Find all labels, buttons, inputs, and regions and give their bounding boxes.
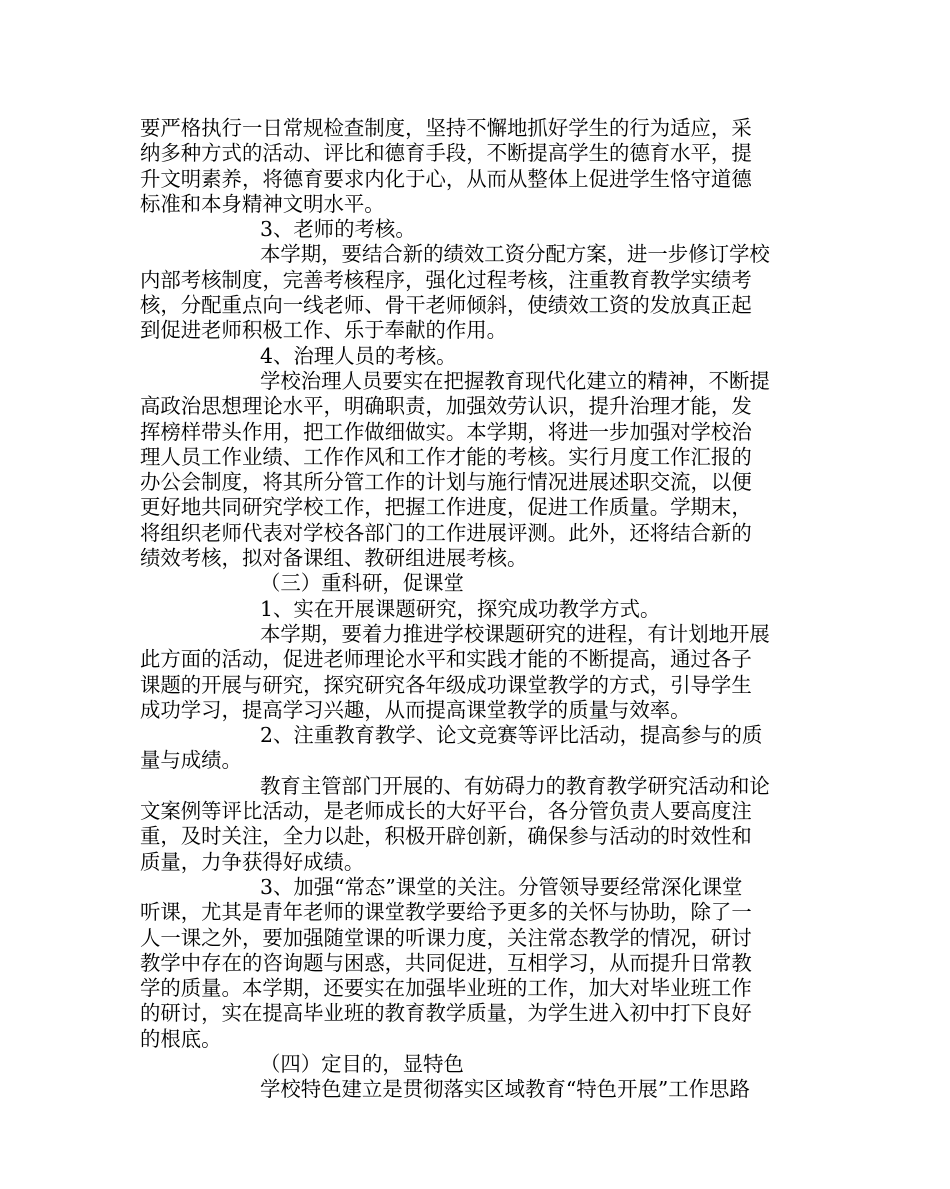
text-line: （三）重科研，促课堂: [260, 571, 464, 596]
text-line: 本学期，要结合新的绩效工资分配方案，进一步修订学校: [260, 242, 770, 267]
text-line: 挥榜样带头作用，把工作做细做实。本学期，将进一步加强对学校治: [140, 419, 752, 444]
text-line: 纳多种方式的活动、评比和德育手段，不断提高学生的德育水平，提: [140, 141, 752, 166]
text-line: 3、加强“常态”课堂的关注。分管领导要经常深化课堂: [260, 874, 743, 899]
text-line: 办公会制度，将其所分管工作的计划与施行情况进展述职交流，以便: [140, 470, 752, 495]
text-line: 的研讨，实在提高毕业班的教育教学质量，为学生进入初中打下良好: [140, 1001, 752, 1026]
text-line: 成功学习，提高学习兴趣，从而提高课堂教学的质量与效率。: [140, 697, 691, 722]
text-line: 课题的开展与研究，探究研究各年级成功课堂教学的方式，引导学生: [140, 672, 752, 697]
text-line: 高政治思想理论水平，明确职责，加强效劳认识，提升治理才能，发: [140, 394, 752, 419]
text-line: 听课，尤其是青年老师的课堂教学要给予更多的关怀与协助，除了一: [140, 900, 752, 925]
text-line: 理人员工作业绩、工作作风和工作才能的考核。实行月度工作汇报的: [140, 444, 752, 469]
text-line: 绩效考核，拟对备课组、教研组进展考核。: [140, 546, 528, 571]
text-line: 核，分配重点向一线老师、骨干老师倾斜，使绩效工资的发放真正起: [140, 293, 752, 318]
text-line: 教学中存在的咨询题与困惑，共同促进，互相学习，从而提升日常教: [140, 950, 752, 975]
text-line: 升文明素养，将德育要求内化于心，从而从整体上促进学生恪守道德: [140, 166, 752, 191]
body-text: [140, 116, 812, 1103]
text-line: 内部考核制度，完善考核程序，强化过程考核，注重教育教学实绩考: [140, 267, 752, 292]
text-line: 教育主管部门开展的、有妨碍力的教育教学研究活动和论: [260, 773, 770, 798]
text-line: 学校特色建立是贯彻落实区域教育“特色开展”工作思路: [260, 1077, 750, 1102]
text-line: 3、老师的考核。: [260, 217, 416, 242]
text-line: 4、治理人员的考核。: [260, 343, 457, 368]
text-line: 本学期，要着力推进学校课题研究的进程，有计划地开展: [260, 621, 770, 646]
text-line: 文案例等评比活动，是老师成长的大好平台，各分管负责人要高度注: [140, 799, 752, 824]
text-line: （四）定目的，显特色: [260, 1051, 464, 1076]
text-line: 质量，力争获得好成绩。: [140, 849, 365, 874]
text-line: 标准和本身精神文明水平。: [140, 191, 385, 216]
text-line: 2、注重教育教学、论文竞赛等评比活动，提高参与的质: [260, 723, 763, 748]
text-line: 的根底。: [140, 1026, 222, 1051]
text-line: 将组织老师代表对学校各部门的工作进展评测。此外，还将结合新的: [140, 520, 752, 545]
text-line: 重，及时关注，全力以赴，积极开辟创新，确保参与活动的时效性和: [140, 824, 752, 849]
text-line: 量与成绩。: [140, 748, 242, 773]
text-line: 学的质量。本学期，还要实在加强毕业班的工作，加大对毕业班工作: [140, 976, 752, 1001]
text-line: 要严格执行一日常规检查制度，坚持不懈地抓好学生的行为适应，采: [140, 116, 752, 140]
text-line: 1、实在开展课题研究，探究成功教学方式。: [260, 596, 661, 621]
text-line: 此方面的活动，促进老师理论水平和实践才能的不断提高，通过各子: [140, 647, 752, 672]
text-line: 更好地共同研究学校工作，把握工作进度，促进工作质量。学期末，: [140, 495, 752, 520]
text-line: 到促进老师积极工作、乐于奉献的作用。: [140, 318, 508, 343]
text-line: 人一课之外，要加强随堂课的听课力度，关注常态教学的情况，研讨: [140, 925, 752, 950]
text-line: 学校治理人员要实在把握教育现代化建立的精神，不断提: [260, 368, 770, 393]
